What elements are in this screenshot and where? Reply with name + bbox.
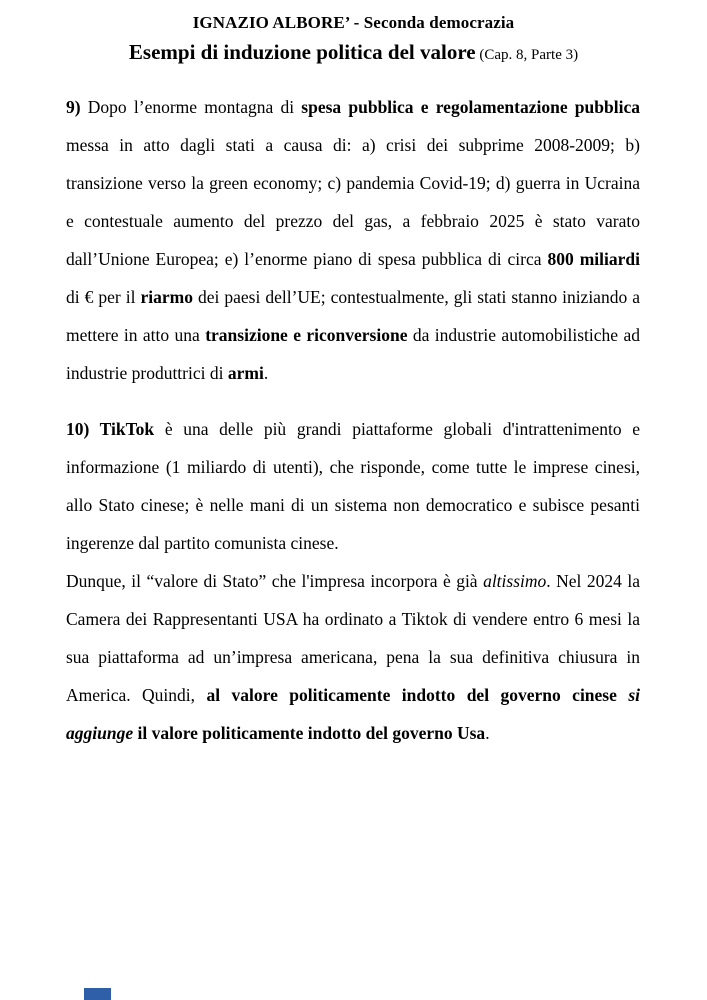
page-title-main: Esempi di induzione politica del valore [128,40,476,64]
paragraph-spacer [66,392,640,410]
paragraph-10-part1: 10) TikTok è una delle più grandi piattaforme globali d'intrattenimento e informazione (1 miliardo di utenti), che risponde, come tutte le imprese cinesi, allo Stato cinese; è nelle mani di un sistema non democratico e subisce pesanti ingerenze dal partito comunista cinese. [66,419,640,553]
document-body [66,88,640,752]
page-title [0,40,707,65]
page-title-suffix: (Cap. 8, Parte 3) [475,47,579,63]
paragraph-9: 9) Dopo l’enorme montagna di spesa pubblica e regolamentazione pubblica messa in atto dagli stati a causa di: a) crisi dei subprime 2008-2009; b) transizione verso la green economy; c) pandemia Covid-19; d) guerra in Ucraina e contestuale aumento del prezzo del gas, a febbraio 2025 è stato varato dall’Unione Europea; e) l’enorme piano di spesa pubblica di circa 800 miliardi di € per il riarmo dei paesi dell’UE; contestualmente, gli stati stanno iniziando a mettere in atto una transizione e riconversione da industrie automobilistiche ad industrie produttrici di armi. [66,97,640,383]
document-header: IGNAZIO ALBORE’ - Seconda democrazia [192,13,515,32]
paragraph-10-part2: Dunque, il “valore di Stato” che l'impresa incorpora è già altissimo. Nel 2024 la Camera dei Rappresentanti USA ha ordinato a Tiktok di vendere entro 6 mesi la sua piattaforma ad un’impresa americana, pena la sua definitiva chiusura in America. Quindi, al valore politicamente indotto del governo cinese si aggiunge il valore politicamente indotto del governo Usa. [66,571,640,743]
footer-page-marker [84,988,111,1000]
